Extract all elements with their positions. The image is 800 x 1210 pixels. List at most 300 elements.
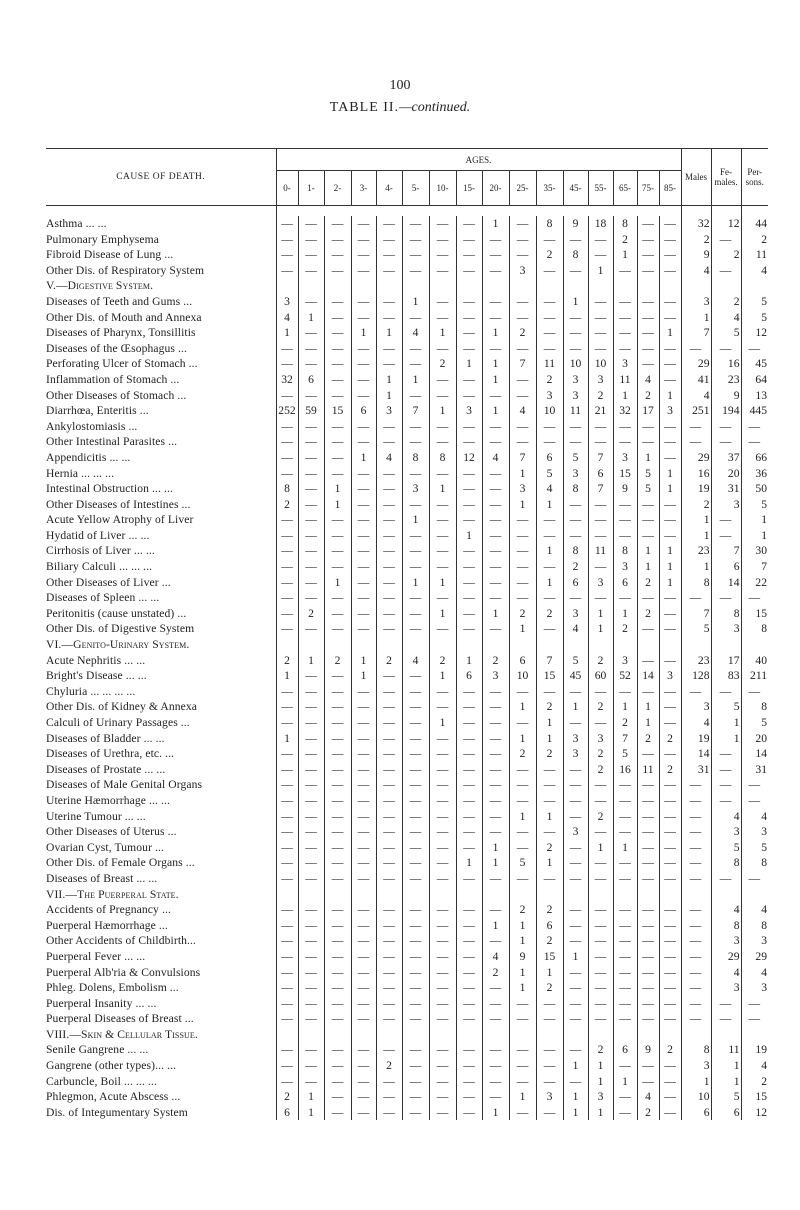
dash-cell: — (563, 434, 588, 450)
dash-cell: — (276, 840, 298, 856)
dash-cell: — (456, 419, 482, 435)
table-row (46, 434, 768, 450)
dash-cell: — (637, 840, 659, 856)
dash-cell: — (351, 793, 376, 809)
age-count: 3 (563, 824, 588, 840)
dash-cell: — (536, 232, 563, 248)
section-heading: VI.—Genito-Urinary System. (46, 637, 276, 653)
age-count: 15 (613, 466, 637, 482)
age-count: 2 (588, 699, 613, 715)
age-count: 1 (482, 855, 509, 871)
dash-cell: — (509, 715, 536, 731)
dash-cell: — (351, 1074, 376, 1090)
age-count: 6 (509, 653, 536, 669)
dash-cell: — (637, 949, 659, 965)
age-count: 1 (563, 1089, 588, 1105)
males-total: 2 (681, 232, 711, 248)
dash-cell: — (536, 294, 563, 310)
dash-cell: — (659, 216, 681, 232)
dash-cell: — (429, 512, 456, 528)
dash-cell: — (429, 762, 456, 778)
dash-cell: — (482, 809, 509, 825)
dash-cell: — (429, 949, 456, 965)
dash-cell: — (376, 216, 402, 232)
empty-cell (482, 278, 509, 294)
dash-cell: — (563, 263, 588, 279)
persons-total: 2 (761, 232, 767, 246)
dash-cell: — (482, 575, 509, 591)
dash-cell: — (456, 1058, 482, 1074)
age-count: 1 (298, 1105, 324, 1121)
dash-cell: — (509, 419, 536, 435)
males-total: 23 (681, 543, 711, 559)
page-number: 100 (389, 78, 411, 93)
dash-cell: — (351, 949, 376, 965)
dash-cell: — (276, 933, 298, 949)
males-total: 1 (681, 512, 711, 528)
cause-name: Ovarian Cyst, Tumour ... (46, 840, 276, 856)
dash-cell: — (402, 590, 429, 606)
table-row (46, 419, 768, 435)
age-count: 2 (376, 653, 402, 669)
table-title-suffix: —continued. (399, 100, 471, 115)
dash-cell: — (563, 871, 588, 887)
dash-cell: — (276, 232, 298, 248)
dash-cell: — (351, 684, 376, 700)
dash-cell: — (681, 419, 711, 435)
dash-cell: — (429, 731, 456, 747)
empty-cell (324, 1027, 351, 1043)
cause-name: Diseases of Male Genital Organs (46, 777, 276, 793)
dash-cell: — (324, 388, 351, 404)
cause-name: Other Intestinal Parasites ... (46, 434, 276, 450)
empty-cell (324, 278, 351, 294)
age-count: 2 (324, 653, 351, 669)
age-count: 6 (563, 575, 588, 591)
dash-cell: — (456, 1011, 482, 1027)
age-count: 10 (563, 356, 588, 372)
dash-cell: — (429, 996, 456, 1012)
age-count: 10 (509, 668, 536, 684)
dash-cell: — (659, 855, 681, 871)
dash-cell: — (351, 466, 376, 482)
age-count: 8 (613, 543, 637, 559)
age-count: 5 (509, 855, 536, 871)
age-count: 1 (563, 1058, 588, 1074)
dash-cell: — (402, 543, 429, 559)
dash-cell: — (351, 777, 376, 793)
dash-cell: — (376, 232, 402, 248)
dash-cell: — (482, 777, 509, 793)
dash-cell: — (613, 777, 637, 793)
table-row (46, 310, 768, 326)
age-count: 15 (536, 668, 563, 684)
dash-cell: — (429, 434, 456, 450)
dash-cell: — (456, 294, 482, 310)
empty-cell (351, 887, 376, 903)
dash-cell: — (351, 902, 376, 918)
dash-cell: — (748, 419, 761, 433)
dash-cell: — (536, 824, 563, 840)
dash-cell: — (376, 1074, 402, 1090)
dash-cell: — (456, 232, 482, 248)
age-count: 10 (536, 403, 563, 419)
persons-total: 14 (755, 747, 767, 761)
dash-cell: — (276, 606, 298, 622)
dash-cell: — (429, 840, 456, 856)
males-total: 1 (681, 1074, 711, 1090)
dash-cell: — (376, 793, 402, 809)
dash-cell: — (613, 434, 637, 450)
dash-cell: — (536, 762, 563, 778)
dash-cell: — (681, 434, 711, 450)
dash-cell: — (482, 933, 509, 949)
dash-cell: — (563, 232, 588, 248)
dash-cell: — (351, 1105, 376, 1121)
dash-cell: — (711, 341, 741, 357)
dash-cell: — (637, 232, 659, 248)
dash-cell: — (456, 481, 482, 497)
dash-cell: — (456, 840, 482, 856)
dash-cell: — (637, 855, 659, 871)
dash-cell: — (456, 559, 482, 575)
empty-cell (711, 887, 741, 903)
age-count: 4 (402, 653, 429, 669)
dash-cell: — (563, 715, 588, 731)
age-count: 2 (536, 840, 563, 856)
dash-cell: — (711, 1011, 741, 1027)
dash-cell: — (637, 871, 659, 887)
dash-cell: — (298, 809, 324, 825)
females-total: 14 (711, 575, 741, 591)
age-count: 5 (637, 466, 659, 482)
age-count: 1 (563, 294, 588, 310)
dash-cell: — (482, 902, 509, 918)
dash-cell: — (711, 434, 741, 450)
dash-cell: — (402, 731, 429, 747)
empty-cell (563, 887, 588, 903)
cause-name: Bright's Disease ... ... (46, 668, 276, 684)
dash-cell: — (351, 980, 376, 996)
dash-cell: — (748, 778, 761, 792)
females-total: 8 (711, 606, 741, 622)
age-count: 1 (456, 855, 482, 871)
age-count: 1 (456, 528, 482, 544)
age-count: 6 (613, 1042, 637, 1058)
dash-cell: — (588, 590, 613, 606)
age-count: 2 (659, 762, 681, 778)
dash-cell: — (324, 699, 351, 715)
dash-cell: — (588, 310, 613, 326)
dash-cell: — (298, 247, 324, 263)
dash-cell: — (376, 528, 402, 544)
dash-cell: — (482, 762, 509, 778)
age-count: 6 (613, 575, 637, 591)
cause-name: Diseases of the Œsophagus ... (46, 341, 276, 357)
cause-name: Calculi of Urinary Passages ... (46, 715, 276, 731)
cause-name: Fibroid Disease of Lung ... (46, 247, 276, 263)
cause-name: Puerperal Alb'ria & Convulsions (46, 965, 276, 981)
dash-cell: — (456, 512, 482, 528)
section-heading: VIII.—Skin & Cellular Tissue. (46, 1027, 276, 1043)
males-total: 19 (681, 481, 711, 497)
dash-cell: — (324, 949, 351, 965)
age-count: 1 (588, 606, 613, 622)
age-count: 8 (276, 481, 298, 497)
dash-cell: — (351, 497, 376, 513)
dash-cell: — (681, 996, 711, 1012)
dash-cell: — (637, 325, 659, 341)
males-total: 6 (681, 1105, 711, 1121)
dash-cell: — (324, 1042, 351, 1058)
table-row (46, 216, 768, 232)
cause-name: Senile Gangrene ... ... (46, 1042, 276, 1058)
dash-cell: — (276, 263, 298, 279)
dash-cell: — (324, 715, 351, 731)
males-total: 16 (681, 466, 711, 482)
dash-cell: — (613, 310, 637, 326)
age-count: 1 (376, 325, 402, 341)
empty-cell (659, 278, 681, 294)
age-count: 3 (509, 263, 536, 279)
females-total: 3 (711, 824, 741, 840)
dash-cell: — (637, 980, 659, 996)
empty-cell (681, 278, 711, 294)
dash-cell: — (509, 294, 536, 310)
dash-cell: — (276, 777, 298, 793)
dash-cell: — (429, 1042, 456, 1058)
dash-cell: — (659, 450, 681, 466)
dash-cell: — (536, 1105, 563, 1121)
males-total: 3 (681, 699, 711, 715)
age-count: 6 (588, 466, 613, 482)
age-count: 1 (324, 575, 351, 591)
dash-cell: — (588, 996, 613, 1012)
dash-cell: — (402, 1042, 429, 1058)
empty-cell (741, 637, 768, 653)
dash-cell: — (681, 855, 711, 871)
age-count: 2 (376, 1058, 402, 1074)
dash-cell: — (659, 247, 681, 263)
age-count: 1 (429, 715, 456, 731)
dash-cell: — (588, 247, 613, 263)
dash-cell: — (509, 434, 536, 450)
dash-cell: — (711, 777, 741, 793)
cause-name: Intestinal Obstruction ... ... (46, 481, 276, 497)
age-count: 3 (509, 481, 536, 497)
dash-cell: — (324, 668, 351, 684)
dash-cell: — (376, 621, 402, 637)
age-count: 32 (276, 372, 298, 388)
dash-cell: — (429, 793, 456, 809)
dash-cell: — (402, 1058, 429, 1074)
dash-cell: — (276, 590, 298, 606)
dash-cell: — (324, 512, 351, 528)
dash-cell: — (351, 481, 376, 497)
dash-cell: — (536, 341, 563, 357)
dash-cell: — (588, 1011, 613, 1027)
dash-cell: — (351, 512, 376, 528)
age-count: 1 (482, 325, 509, 341)
dash-cell: — (563, 840, 588, 856)
dash-cell: — (298, 1074, 324, 1090)
dash-cell: — (637, 512, 659, 528)
dash-cell: — (324, 621, 351, 637)
dash-cell: — (613, 809, 637, 825)
table-row (46, 232, 768, 248)
table-row (46, 621, 768, 637)
age-count: 4 (376, 450, 402, 466)
age-count: 8 (429, 450, 456, 466)
dash-cell: — (456, 949, 482, 965)
empty-cell (588, 1027, 613, 1043)
dash-cell: — (482, 824, 509, 840)
dash-cell: — (456, 731, 482, 747)
dash-cell: — (276, 528, 298, 544)
table-row (46, 294, 768, 310)
persons-total: 3 (761, 825, 767, 839)
age-count: 11 (637, 762, 659, 778)
dash-cell: — (456, 543, 482, 559)
table-row (46, 466, 768, 482)
age-count: 8 (563, 481, 588, 497)
table-row (46, 341, 768, 357)
empty-cell (456, 637, 482, 653)
dash-cell: — (588, 824, 613, 840)
cause-name: Other Accidents of Childbirth... (46, 933, 276, 949)
dash-cell: — (298, 824, 324, 840)
dash-cell: — (659, 356, 681, 372)
cause-name: Ankylostomiasis ... (46, 419, 276, 435)
dash-cell: — (456, 372, 482, 388)
dash-cell: — (482, 512, 509, 528)
dash-cell: — (376, 247, 402, 263)
dash-cell: — (536, 419, 563, 435)
dash-cell: — (276, 388, 298, 404)
empty-cell (509, 1027, 536, 1043)
dash-cell: — (711, 528, 741, 544)
dash-cell: — (588, 902, 613, 918)
dash-cell: — (509, 575, 536, 591)
table-row (46, 996, 768, 1012)
dash-cell: — (324, 1089, 351, 1105)
dash-cell: — (298, 684, 324, 700)
age-count: 1 (637, 715, 659, 731)
dash-cell: — (659, 902, 681, 918)
dash-cell: — (588, 777, 613, 793)
dash-cell: — (613, 871, 637, 887)
dash-cell: — (681, 590, 711, 606)
table-row (46, 372, 768, 388)
females-total: 3 (711, 980, 741, 996)
dash-cell: — (324, 325, 351, 341)
males-total: 29 (681, 450, 711, 466)
dash-cell: — (456, 434, 482, 450)
females-total: 5 (711, 325, 741, 341)
dash-cell: — (613, 824, 637, 840)
dash-cell: — (456, 310, 482, 326)
cause-name: Uterine Tumour ... ... (46, 809, 276, 825)
dash-cell: — (637, 809, 659, 825)
males-total: 14 (681, 746, 711, 762)
dash-cell: — (748, 684, 761, 698)
age-count: 8 (613, 216, 637, 232)
age-count: 3 (588, 731, 613, 747)
age-count: 2 (429, 356, 456, 372)
dash-cell: — (509, 871, 536, 887)
dash-cell: — (681, 341, 711, 357)
dash-cell: — (659, 263, 681, 279)
females-total: 3 (711, 933, 741, 949)
dash-cell: — (429, 777, 456, 793)
dash-cell: — (429, 341, 456, 357)
dash-cell: — (324, 793, 351, 809)
dash-cell: — (429, 263, 456, 279)
age-count: 2 (588, 653, 613, 669)
dash-cell: — (429, 388, 456, 404)
empty-cell (588, 887, 613, 903)
empty-cell (741, 278, 768, 294)
dash-cell: — (509, 824, 536, 840)
persons-total: 1 (761, 528, 767, 542)
dash-cell: — (376, 419, 402, 435)
dash-cell: — (276, 356, 298, 372)
dash-cell: — (402, 419, 429, 435)
dash-cell: — (711, 684, 741, 700)
dash-cell: — (324, 684, 351, 700)
dash-cell: — (563, 512, 588, 528)
dash-cell: — (276, 996, 298, 1012)
empty-cell (681, 1027, 711, 1043)
dash-cell: — (298, 793, 324, 809)
dash-cell: — (482, 980, 509, 996)
empty-cell (637, 887, 659, 903)
dash-cell: — (613, 419, 637, 435)
cause-name: Chyluria ... ... ... ... (46, 684, 276, 700)
age-count: 2 (429, 653, 456, 669)
age-count: 11 (536, 356, 563, 372)
dash-cell: — (429, 232, 456, 248)
age-count: 3 (563, 746, 588, 762)
dash-cell: — (711, 762, 741, 778)
dash-cell: — (376, 965, 402, 981)
dash-cell: — (298, 294, 324, 310)
dash-cell: — (376, 746, 402, 762)
dash-cell: — (402, 871, 429, 887)
dash-cell: — (456, 996, 482, 1012)
persons-total: 15 (755, 1090, 767, 1104)
cause-name: Acute Yellow Atrophy of Liver (46, 512, 276, 528)
persons-total: 4 (761, 809, 767, 823)
dash-cell: — (402, 341, 429, 357)
dash-cell: — (429, 684, 456, 700)
persons-total: 22 (755, 575, 767, 589)
persons-total: 8 (761, 622, 767, 636)
persons-total: 29 (755, 949, 767, 963)
empty-cell (637, 637, 659, 653)
age-count: 7 (588, 450, 613, 466)
dash-cell: — (324, 840, 351, 856)
dash-cell: — (298, 777, 324, 793)
persons-total: 8 (761, 700, 767, 714)
table-row (46, 575, 768, 591)
age-group-header: 2- (324, 171, 351, 206)
empty-cell (711, 278, 741, 294)
dash-cell: — (276, 419, 298, 435)
age-count: 2 (298, 606, 324, 622)
dash-cell: — (456, 216, 482, 232)
empty-cell (376, 887, 402, 903)
